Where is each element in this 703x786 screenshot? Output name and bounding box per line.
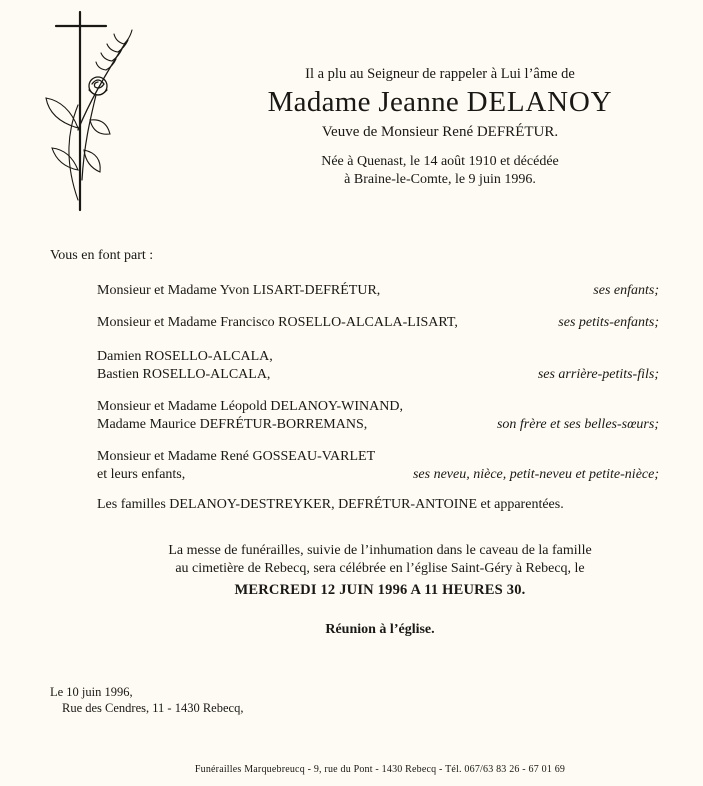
place-and-date [50, 684, 243, 716]
announce-label: Vous en font part : [50, 248, 154, 263]
relative-group [97, 314, 659, 332]
relative-role: ses petits-enfants; [558, 315, 659, 330]
relative-group [97, 448, 659, 484]
service-line: au cimetière de Rebecq, sera célébrée en l’église Saint-Géry à Rebecq, le [175, 561, 585, 576]
relative-name: et leurs enfants, [97, 467, 186, 482]
relative-group [97, 398, 659, 434]
relative-name: Monsieur et Madame René GOSSEAU-VARLET [97, 449, 376, 464]
service-date: MERCREDI 12 JUIN 1996 A 11 HEURES 30. [234, 582, 526, 598]
relative-role: ses arrière-petits-fils; [537, 367, 659, 382]
funeral-home-footer: Funérailles Marquebreucq - 9, rue du Pont - 1430 Rebecq - Tél. 067/63 83 26 - 67 01 69 [194, 764, 566, 775]
death-line: à Braine-le-Comte, le 9 juin 1996. [344, 172, 536, 187]
relative-name: Bastien ROSELLO-ALCALA, [97, 367, 271, 382]
relative-name: Monsieur et Madame Francisco ROSELLO-ALCALA-LISART, [97, 315, 458, 330]
relative-name: Monsieur et Madame Léopold DELANOY-WINAND, [97, 399, 403, 414]
relative-role: ses neveu, nièce, petit-neveu et petite-nièce; [412, 467, 659, 482]
relative-group [97, 348, 659, 384]
relative-role: son frère et ses belles-sœurs; [496, 417, 659, 432]
relative-name: Monsieur et Madame Yvon LISART-DEFRÉTUR, [97, 283, 381, 298]
relative-group [97, 282, 659, 300]
relative-name: Damien ROSELLO-ALCALA, [97, 349, 273, 364]
relative-role: ses enfants; [593, 283, 659, 298]
widow-of: Veuve de Monsieur René DEFRÉTUR. [321, 124, 559, 140]
deceased-surname: DELANOY [466, 86, 613, 118]
deceased-name [200, 86, 680, 119]
place-date: Le 10 juin 1996, [50, 685, 133, 699]
birth-line: Née à Quenast, le 14 août 1910 et décédée [321, 154, 559, 169]
intro-line: Il a plu au Seigneur de rappeler à Lui l’âme de [305, 66, 575, 82]
cross-wheat-rose-icon [38, 10, 138, 215]
service-line: La messe de funérailles, suivie de l’inhumation dans le caveau de la famille [168, 543, 592, 558]
families-line: Les familles DELANOY-DESTREYKER, DEFRÉTUR-ANTOINE et apparentées. [97, 497, 564, 512]
birth-death [200, 153, 680, 189]
deceased-prefix: Madame Jeanne [267, 86, 460, 118]
address: Rue des Cendres, 11 - 1430 Rebecq, [62, 701, 244, 715]
relative-name: Madame Maurice DEFRÉTUR-BORREMANS, [97, 417, 368, 432]
service-text [100, 542, 660, 578]
reunion-note: Réunion à l’église. [325, 622, 435, 637]
